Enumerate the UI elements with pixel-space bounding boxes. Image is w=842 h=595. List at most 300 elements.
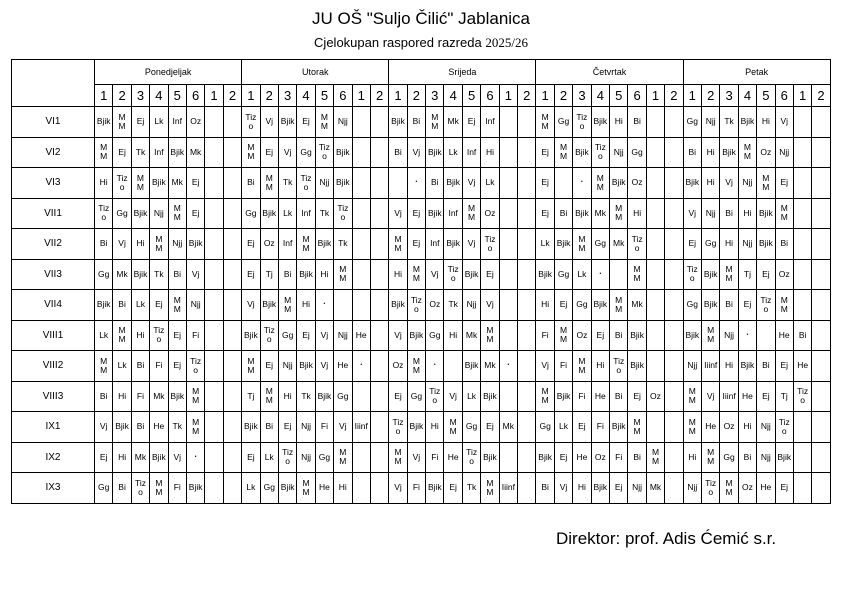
subject-label: M M — [155, 233, 163, 253]
subject-label: Iiinf — [501, 482, 515, 493]
subject-label: Bjik — [170, 390, 185, 401]
subject-cell — [444, 137, 462, 168]
subject-label: M M — [651, 447, 660, 467]
subject-cell — [591, 412, 609, 443]
subject-label: Ej — [302, 329, 310, 340]
subject-label: Vj — [467, 177, 476, 188]
subject-cell — [370, 168, 388, 199]
subject-label: M M — [173, 203, 181, 223]
subject-cell — [242, 442, 260, 473]
subject-cell — [113, 137, 131, 168]
day-header: Utorak — [242, 60, 389, 85]
subject-cell — [646, 168, 664, 199]
class-row — [12, 168, 831, 199]
subject-label: M M — [449, 416, 457, 436]
class-name: IX3 — [12, 473, 95, 504]
subject-label: Lk — [540, 238, 550, 249]
subject-label: Bjik — [409, 329, 424, 340]
subject-label: Inf — [448, 207, 458, 218]
subject-cell — [242, 107, 260, 138]
subject-cell — [334, 290, 352, 321]
subject-label: M M — [486, 477, 494, 497]
subject-label: M M — [302, 233, 310, 253]
subject-label: Tiz o — [392, 416, 404, 436]
subject-label: M M — [596, 172, 604, 192]
subject-cell — [407, 137, 425, 168]
subject-cell — [352, 442, 370, 473]
period-number: 6 — [334, 85, 352, 107]
subject-label: Ej — [394, 390, 402, 401]
subject-cell — [738, 198, 756, 229]
subject-label: Njj — [466, 299, 477, 310]
subject-label: Hi — [706, 146, 715, 157]
subject-cell — [260, 198, 278, 229]
subject-cell — [131, 381, 149, 412]
subject-label: Tj — [743, 268, 751, 279]
subject-label: Vj — [394, 329, 402, 340]
subject-label: Bjik — [335, 146, 350, 157]
subject-label: Bjik — [722, 146, 736, 157]
subject-label: Mk — [447, 116, 459, 127]
subject-cell — [793, 290, 811, 321]
subject-label: Vj — [118, 238, 126, 249]
subject-cell — [738, 107, 756, 138]
subject-label: Tiz o — [631, 233, 643, 253]
subject-label: He — [594, 390, 606, 401]
subject-cell — [812, 259, 830, 290]
subject-cell — [757, 198, 775, 229]
subject-label: Fi — [136, 390, 145, 401]
subject-label: Bjik — [280, 116, 295, 127]
period-number: 1 — [242, 85, 260, 107]
subject-cell — [334, 259, 352, 290]
subject-label: Hi — [302, 299, 311, 310]
subject-cell — [775, 412, 793, 443]
subject-label: Bi — [725, 299, 733, 310]
subject-cell — [573, 351, 591, 382]
subject-cell — [665, 168, 683, 199]
subject-label: Ej — [559, 299, 568, 310]
subject-label: Mk — [594, 207, 606, 218]
subject-cell — [720, 259, 738, 290]
subject-label: • — [581, 179, 583, 186]
subject-label: Ej — [486, 421, 494, 432]
subject-cell — [297, 168, 315, 199]
subject-cell — [444, 168, 462, 199]
subject-label: Bjik — [538, 268, 552, 279]
subject-cell — [278, 137, 296, 168]
subject-cell — [701, 198, 719, 229]
subject-label: Ej — [191, 177, 200, 188]
subject-label: Ej — [688, 238, 697, 249]
subject-cell — [242, 351, 260, 382]
subject-cell — [205, 229, 223, 260]
subject-label: Njj — [705, 207, 716, 218]
subject-cell — [573, 137, 591, 168]
period-number: 2 — [701, 85, 719, 107]
subject-cell — [610, 381, 628, 412]
subject-label: Bjik — [188, 482, 203, 493]
subject-cell — [462, 198, 480, 229]
subject-label: Tk — [282, 177, 293, 188]
subject-cell — [481, 473, 499, 504]
subject-label: Ej — [780, 360, 789, 371]
subject-label: Bi — [283, 268, 292, 279]
subject-label: M M — [339, 264, 347, 284]
subject-label: Bjik — [556, 390, 571, 401]
subject-label: Bi — [614, 329, 623, 340]
subject-cell — [462, 351, 480, 382]
subject-label: Vj — [394, 482, 402, 493]
subject-label: Bjik — [244, 329, 258, 340]
period-number: 2 — [554, 85, 572, 107]
subject-label: Ej — [762, 268, 770, 279]
subject-cell — [242, 259, 260, 290]
subject-label: M M — [192, 416, 200, 436]
subject-cell — [591, 198, 609, 229]
subject-cell — [407, 320, 425, 351]
subject-cell — [407, 168, 425, 199]
subject-cell — [757, 381, 775, 412]
subject-cell — [665, 229, 683, 260]
subject-label: Bjik — [427, 482, 442, 493]
subject-cell — [444, 351, 462, 382]
subject-label: Ej — [614, 482, 623, 493]
subject-cell — [297, 137, 315, 168]
subject-label: Bjik — [115, 421, 129, 432]
subject-cell — [499, 351, 517, 382]
subject-label: Lk — [467, 390, 477, 401]
subject-cell — [444, 229, 462, 260]
subject-cell — [444, 412, 462, 443]
subject-cell — [665, 137, 683, 168]
subject-cell — [186, 259, 204, 290]
subject-cell — [591, 259, 609, 290]
class-row — [12, 259, 831, 290]
subject-cell — [242, 412, 260, 443]
subject-label: Fi — [615, 451, 623, 462]
subject-label: Lk — [485, 177, 495, 188]
period-number: 2 — [665, 85, 683, 107]
subject-cell — [646, 473, 664, 504]
subject-label: Njj — [319, 177, 330, 188]
subject-label: Lk — [283, 207, 293, 218]
subject-cell — [738, 351, 756, 382]
subject-label: Tk — [135, 146, 146, 157]
subject-label: Bjik — [611, 177, 626, 188]
subject-label: Mk — [484, 360, 496, 371]
subject-label: Ej — [412, 207, 421, 218]
subject-label: He — [705, 421, 717, 432]
subject-cell — [812, 473, 830, 504]
subject-cell — [168, 320, 186, 351]
subject-label: Hi — [761, 116, 770, 127]
subject-cell — [665, 290, 683, 321]
subject-label: Ej — [247, 268, 255, 279]
subject-label: Vj — [265, 116, 274, 127]
subject-cell — [573, 473, 591, 504]
subject-cell — [426, 442, 444, 473]
subject-cell — [481, 198, 499, 229]
subject-label: Ej — [743, 299, 752, 310]
subject-cell — [389, 198, 407, 229]
subject-label: Njj — [760, 451, 771, 462]
subject-label: Njj — [687, 482, 698, 493]
subject-label: Bjik — [427, 146, 442, 157]
subject-label: Bjik — [280, 482, 295, 493]
subject-label: • — [194, 453, 197, 460]
subject-label: Tiz o — [705, 477, 717, 497]
subject-label: Bi — [136, 421, 145, 432]
subject-cell — [701, 229, 719, 260]
subject-cell — [665, 259, 683, 290]
subject-cell — [315, 381, 333, 412]
subject-label: Bjik — [703, 299, 718, 310]
subject-cell — [370, 442, 388, 473]
subject-label: Ej — [541, 177, 549, 188]
period-number: 4 — [297, 85, 315, 107]
school-title: JU OŠ "Suljo Čilić" Jablanica — [311, 9, 531, 28]
subject-label: Njj — [705, 116, 716, 127]
subject-label: Bi — [118, 299, 126, 310]
subject-cell — [610, 320, 628, 351]
subject-label: Vj — [486, 299, 494, 310]
subject-label: Oz — [760, 146, 772, 157]
subject-cell — [591, 290, 609, 321]
subject-label: Ej — [265, 360, 274, 371]
subject-label: Iiinf — [722, 390, 736, 401]
subject-cell — [205, 473, 223, 504]
subject-cell — [628, 381, 646, 412]
subject-label: He — [153, 421, 165, 432]
subject-cell — [646, 351, 664, 382]
subject-label: Fi — [541, 329, 549, 340]
subject-label: Tiz o — [116, 172, 128, 192]
subject-cell — [334, 198, 352, 229]
subject-cell — [95, 290, 113, 321]
subject-label: Ej — [633, 390, 641, 401]
subject-label: Vj — [320, 360, 329, 371]
subject-cell — [205, 259, 223, 290]
subject-label: Bjik — [446, 177, 461, 188]
subject-label: Gg — [300, 146, 312, 157]
subject-cell — [775, 168, 793, 199]
subject-label: Bi — [118, 482, 126, 493]
subject-cell — [150, 137, 168, 168]
subject-cell — [646, 381, 664, 412]
subject-cell — [610, 259, 628, 290]
subject-label: He — [778, 329, 790, 340]
subject-cell — [223, 259, 241, 290]
subject-cell — [389, 412, 407, 443]
subject-cell — [536, 412, 554, 443]
subject-label: Mk — [631, 299, 643, 310]
subject-label: Lk — [246, 482, 256, 493]
subject-label: Bjik — [188, 238, 203, 249]
subject-cell — [610, 473, 628, 504]
subject-cell — [554, 290, 572, 321]
subject-cell — [591, 229, 609, 260]
subject-cell — [223, 137, 241, 168]
subject-label: He — [318, 482, 330, 493]
subject-label: M M — [412, 355, 420, 375]
subject-cell — [334, 137, 352, 168]
subject-cell — [370, 381, 388, 412]
subject-cell — [812, 320, 830, 351]
subject-cell — [95, 473, 113, 504]
subject-label: Oz — [742, 482, 753, 493]
subject-label: Mk — [189, 146, 202, 157]
subject-label: M M — [707, 325, 715, 345]
subject-cell — [481, 259, 499, 290]
subject-cell — [370, 229, 388, 260]
subject-cell — [426, 107, 444, 138]
subject-label: Bjik — [299, 268, 313, 279]
subject-cell — [775, 198, 793, 229]
subject-label: Iiinf — [354, 421, 368, 432]
subject-label: Ej — [155, 299, 163, 310]
subject-cell — [462, 229, 480, 260]
subject-cell — [591, 107, 609, 138]
subject-cell — [536, 351, 554, 382]
subject-label: Bjik — [685, 329, 700, 340]
subject-cell — [812, 412, 830, 443]
subject-cell — [131, 259, 149, 290]
subject-label: Bjik — [464, 268, 479, 279]
subject-cell — [334, 473, 352, 504]
subject-label: Gg — [723, 451, 735, 462]
subject-cell — [757, 473, 775, 504]
period-number: 6 — [186, 85, 204, 107]
subject-label: Bjik — [391, 299, 405, 310]
subject-cell — [793, 381, 811, 412]
subject-label: Bjik — [740, 116, 755, 127]
subject-cell — [315, 320, 333, 351]
period-number: 2 — [812, 85, 830, 107]
subject-cell — [518, 290, 536, 321]
subject-label: Lk — [559, 421, 569, 432]
period-number: 1 — [793, 85, 811, 107]
subject-label: Ej — [247, 238, 255, 249]
subject-cell — [113, 442, 131, 473]
subject-label: Ej — [302, 116, 310, 127]
subject-cell — [554, 412, 572, 443]
subject-label: Bi — [99, 390, 108, 401]
subject-cell — [775, 107, 793, 138]
subject-cell — [186, 198, 204, 229]
class-row — [12, 473, 831, 504]
subject-cell — [683, 107, 701, 138]
subject-cell — [646, 107, 664, 138]
subject-cell — [297, 442, 315, 473]
subject-cell — [168, 412, 186, 443]
subject-label: Bjik — [299, 360, 313, 371]
subject-cell — [297, 351, 315, 382]
subject-label: Tiz o — [613, 355, 625, 375]
subject-cell — [757, 107, 775, 138]
subject-label: Hi — [118, 390, 127, 401]
subject-label: Bi — [431, 177, 439, 188]
subject-cell — [242, 229, 260, 260]
subject-cell — [315, 137, 333, 168]
subject-label: Bi — [743, 451, 752, 462]
subject-cell — [389, 351, 407, 382]
subject-cell — [536, 168, 554, 199]
subject-cell — [536, 381, 554, 412]
subject-label: Bjik — [630, 360, 644, 371]
subject-cell — [278, 229, 296, 260]
subject-cell — [793, 137, 811, 168]
subject-cell — [131, 229, 149, 260]
subject-label: Vj — [559, 482, 568, 493]
period-number: 1 — [389, 85, 407, 107]
subject-label: Hi — [688, 451, 697, 462]
subject-cell — [591, 442, 609, 473]
subject-cell — [444, 107, 462, 138]
subject-cell — [793, 229, 811, 260]
class-name: VII1 — [12, 198, 95, 229]
subject-cell — [150, 168, 168, 199]
subject-label: M M — [394, 447, 402, 467]
subject-label: Hi — [283, 390, 292, 401]
subject-cell — [186, 290, 204, 321]
class-name: VII2 — [12, 229, 95, 260]
subject-cell — [683, 168, 701, 199]
subject-label: Bi — [798, 329, 807, 340]
subject-cell — [775, 259, 793, 290]
period-number: 5 — [757, 85, 775, 107]
subject-label: Njj — [337, 116, 348, 127]
subject-label: Inf — [430, 238, 440, 249]
subject-cell — [168, 442, 186, 473]
subject-cell — [131, 168, 149, 199]
subject-cell — [518, 198, 536, 229]
subject-label: Ej — [541, 207, 549, 218]
subject-cell — [370, 412, 388, 443]
subject-cell — [481, 229, 499, 260]
subject-cell — [334, 442, 352, 473]
subject-label: Bi — [173, 268, 182, 279]
subject-label: Bjik — [317, 238, 332, 249]
subject-cell — [205, 290, 223, 321]
period-number: 2 — [407, 85, 425, 107]
subject-cell — [683, 229, 701, 260]
subject-cell — [426, 198, 444, 229]
subject-cell — [407, 229, 425, 260]
subject-label: Njj — [282, 360, 293, 371]
subject-label: • — [599, 270, 602, 277]
subject-cell — [738, 229, 756, 260]
subject-cell — [499, 442, 517, 473]
subject-label: M M — [633, 416, 641, 436]
subject-cell — [610, 412, 628, 443]
subject-cell — [205, 107, 223, 138]
subject-cell — [554, 351, 572, 382]
subject-cell — [518, 259, 536, 290]
subject-cell — [352, 290, 370, 321]
class-name: VII3 — [12, 259, 95, 290]
subject-cell — [407, 412, 425, 443]
subject-cell — [297, 259, 315, 290]
subject-label: Gg — [705, 238, 717, 249]
subject-cell — [665, 198, 683, 229]
subject-cell — [260, 442, 278, 473]
subject-cell — [499, 107, 517, 138]
subject-label: Gg — [263, 482, 275, 493]
subject-cell — [186, 473, 204, 504]
subject-cell — [297, 473, 315, 504]
director-signature: Direktor: prof. Adis Ćemić s.r. — [556, 529, 777, 548]
